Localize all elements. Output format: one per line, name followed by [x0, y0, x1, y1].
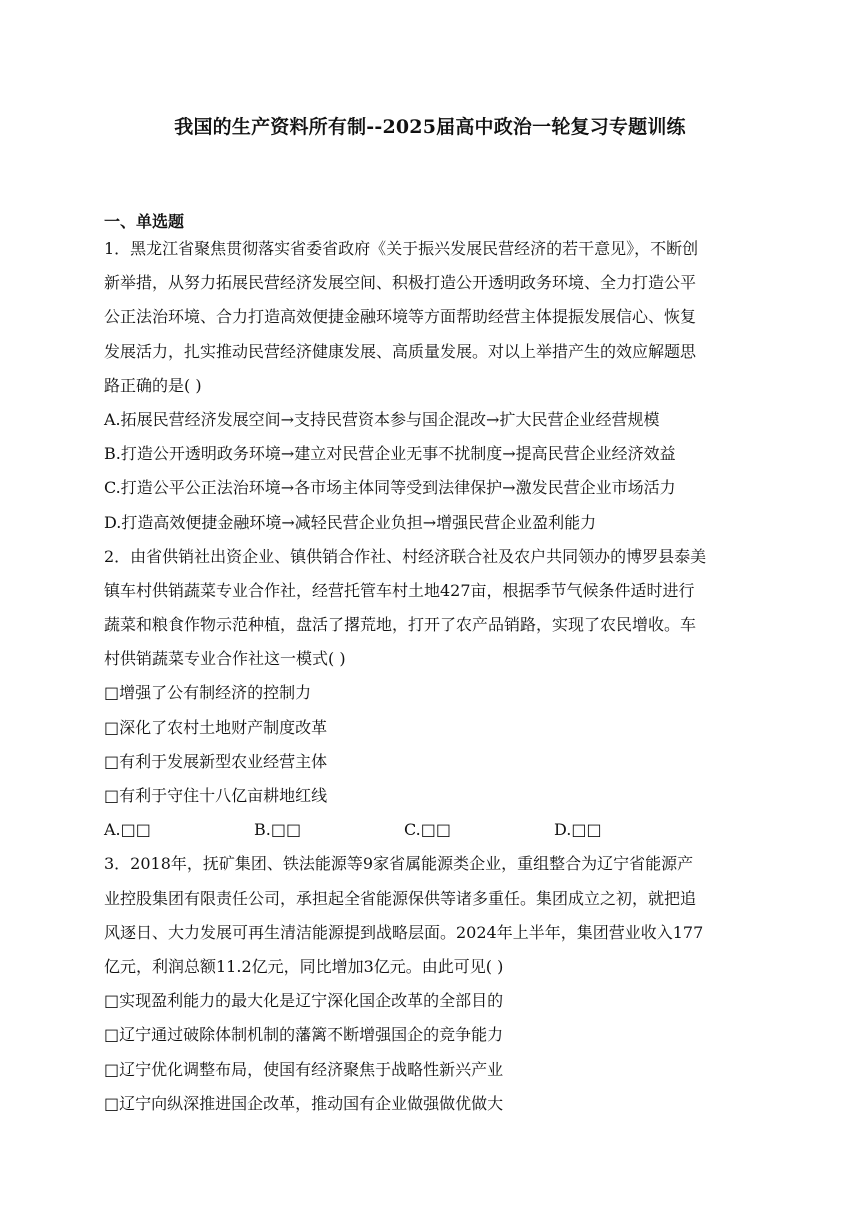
question-list [104, 232, 756, 1121]
question-3-statements [104, 984, 756, 1121]
statement-item: □辽宁通过破除体制机制的藩篱不断增强国企的竞争能力 [104, 1025, 504, 1045]
choice-b: B.□□ [254, 820, 302, 840]
question-text-line: 发展活力，扎实推动民营经济健康发展、高质量发展。对以上举措产生的效应解题思 [104, 341, 697, 361]
question-2-statements [104, 676, 756, 813]
question-text-line: 亿元，利润总额11.2亿元，同比增加3亿元。由此可见( ) [104, 956, 504, 976]
statement-item: □辽宁向纵深推进国企改革，推动国有企业做强做优做大 [104, 1093, 504, 1113]
question-1-stem [104, 232, 756, 403]
question-text-line: 2．由省供销社出资企业、镇供销合作社、村经济联合社及农户共同领办的博罗县泰美 [104, 546, 707, 566]
question-text-line: 新举措，从努力拓展民营经济发展空间、积极打造公开透明政务环境、全力打造公平 [104, 273, 697, 293]
question-2-stem [104, 540, 756, 677]
question-text-line: 村供销蔬菜专业合作社这一模式( ) [104, 649, 346, 669]
document-title: 我国的生产资料所有制--2025届高中政治一轮复习专题训练 [174, 116, 686, 138]
statement-item: □深化了农村土地财产制度改革 [104, 717, 328, 737]
question-text-line: 公正法治环境、合力打造高效便捷金融环境等方面帮助经营主体提振发展信心、恢复 [104, 307, 697, 327]
statement-item: □有利于守住十八亿亩耕地红线 [104, 786, 328, 805]
question-3-stem [104, 847, 756, 984]
question-2-choices [104, 813, 756, 847]
statement-item: □增强了公有制经济的控制力 [104, 683, 312, 703]
option-d: D.打造高效便捷金融环境→减轻民营企业负担→增强民营企业盈利能力 [104, 512, 597, 532]
section-heading: 一、单选题 [104, 212, 185, 231]
question-text-line: 3．2018年，抚矿集团、铁法能源等9家省属能源类企业，重组整合为辽宁省能源产 [104, 854, 694, 874]
choice-a: A.□□ [104, 820, 151, 840]
question-text-line: 蔬菜和粮食作物示范种植，盘活了撂荒地，打开了农产品销路，实现了农民增收。车 [104, 615, 697, 635]
question-text-line: 1．黑龙江省聚焦贯彻落实省委省政府《关于振兴发展民营经济的若干意见》，不断创 [104, 239, 699, 258]
question-text-line: 路正确的是( ) [104, 375, 202, 395]
question-text-line: 风逐日、大力发展可再生清洁能源提到战略层面。2024年上半年，集团营业收入177 [104, 922, 704, 942]
question-1-options [104, 403, 756, 540]
question-text-line: 业控股集团有限责任公司，承担起全省能源保供等诸多重任。集团成立之初，就把追 [104, 888, 697, 908]
statement-item: □有利于发展新型农业经营主体 [104, 751, 328, 771]
choice-d: D.□□ [554, 820, 602, 840]
option-c: C.打造公平公正法治环境→各市场主体同等受到法律保护→激发民营企业市场活力 [104, 478, 676, 498]
option-a: A.拓展民营经济发展空间→支持民营资本参与国企混改→扩大民营企业经营规模 [104, 409, 660, 429]
statement-item: □辽宁优化调整布局，使国有经济聚焦于战略性新兴产业 [104, 1059, 504, 1079]
choice-c: C.□□ [404, 820, 451, 840]
question-text-line: 镇车村供销蔬菜专业合作社，经营托管车村土地427亩，根据季节气候条件适时进行 [104, 580, 695, 600]
statement-item: □实现盈利能力的最大化是辽宁深化国企改革的全部目的 [104, 991, 504, 1011]
option-b: B.打造公开透明政务环境→建立对民营企业无事不扰制度→提高民营企业经济效益 [104, 444, 676, 464]
